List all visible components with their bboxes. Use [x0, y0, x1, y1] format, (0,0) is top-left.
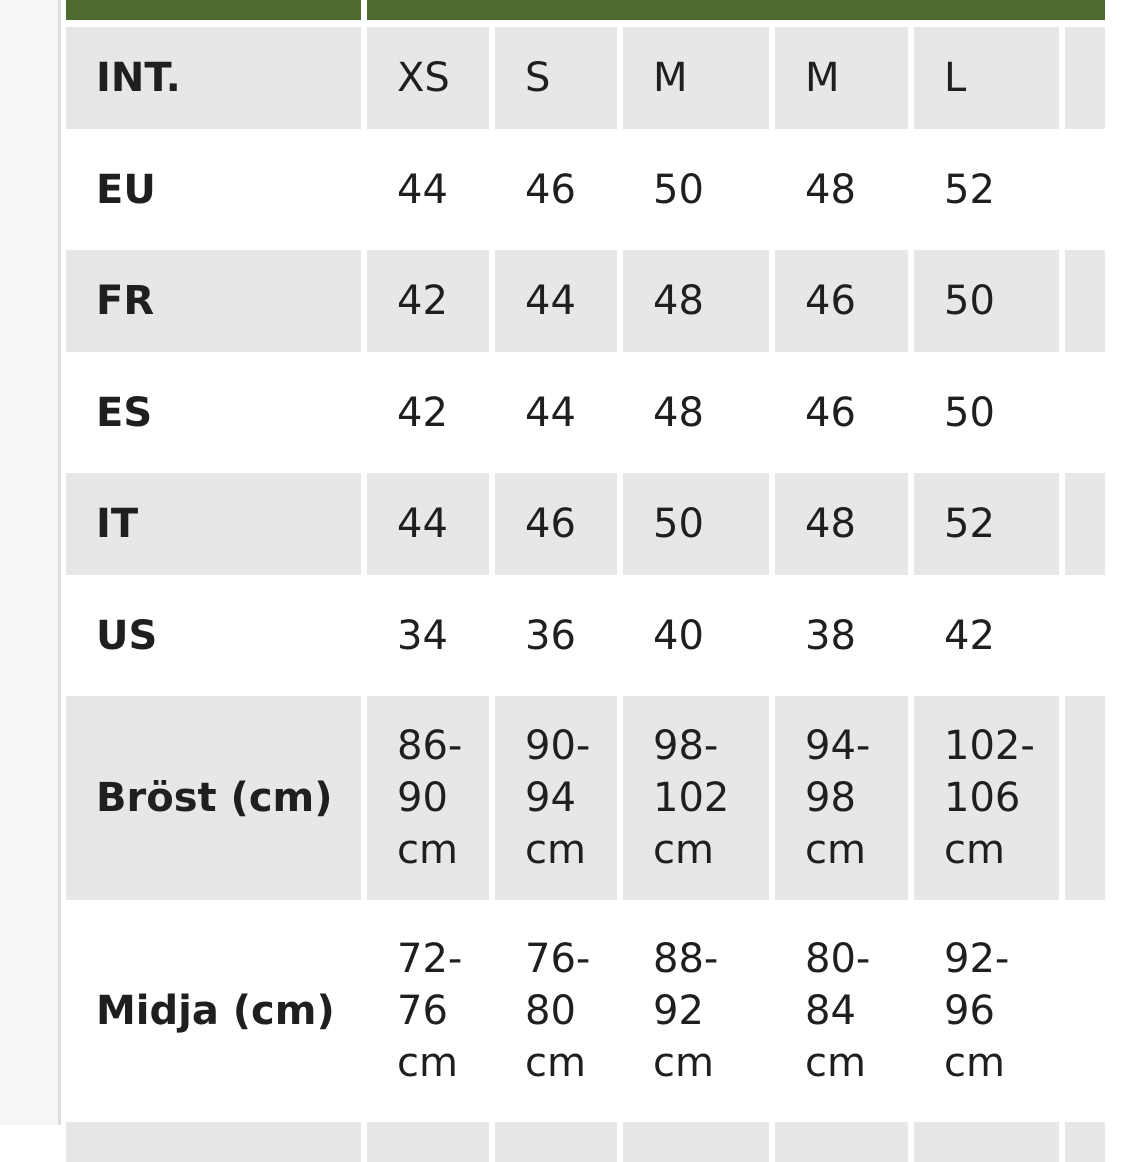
size-cell: 48 — [805, 166, 856, 213]
cut-off-row-cell — [66, 1122, 361, 1162]
size-cell: 86- 90 cm — [367, 696, 489, 900]
size-cell: 50 — [914, 250, 1059, 352]
size-cell: 40 — [653, 612, 704, 659]
size-cell: 44 — [495, 250, 617, 352]
size-cell: 46 — [775, 250, 908, 352]
cut-off-row-cell — [1065, 1122, 1105, 1162]
cut-off-column-cell — [1065, 696, 1105, 900]
row-label: Midja (cm) — [96, 988, 335, 1034]
size-cell: 48 — [775, 473, 908, 575]
row-label: IT — [66, 473, 361, 575]
row-label: US — [96, 612, 158, 659]
cut-off-row-cell — [367, 1122, 489, 1162]
size-cell: 34 — [397, 612, 448, 659]
size-cell: 80- 84 cm — [805, 936, 871, 1086]
size-cell: 38 — [805, 612, 856, 659]
size-cell: 52 — [944, 166, 995, 213]
page-gutter — [0, 0, 58, 1125]
size-cell: 50 — [944, 389, 995, 436]
row-label: ES — [96, 389, 153, 436]
row-label: Bröst (cm) — [66, 696, 361, 900]
size-cell: 46 — [525, 166, 576, 213]
row-label: INT. — [66, 27, 361, 129]
size-cell: 36 — [525, 612, 576, 659]
cut-off-row-cell — [914, 1122, 1059, 1162]
page-gutter-divider — [58, 0, 61, 1125]
size-cell: 48 — [653, 389, 704, 436]
row-label: FR — [66, 250, 361, 352]
size-chart-table — [66, 0, 1105, 1162]
row-label: EU — [96, 166, 156, 213]
size-cell: 76- 80 cm — [525, 936, 591, 1086]
size-cell: 90- 94 cm — [495, 696, 617, 900]
cut-off-column-cell — [1065, 359, 1105, 466]
cut-off-row-cell — [623, 1122, 769, 1162]
size-cell: 44 — [397, 166, 448, 213]
size-cell: M — [623, 27, 769, 129]
size-cell: 44 — [367, 473, 489, 575]
cut-off-column-cell — [1065, 907, 1105, 1115]
table-header-bar — [66, 0, 361, 20]
cut-off-column-cell — [1065, 582, 1105, 689]
size-cell: 48 — [623, 250, 769, 352]
table-header-bar — [367, 0, 1105, 20]
size-cell: 42 — [944, 612, 995, 659]
size-cell: 42 — [367, 250, 489, 352]
size-cell: 72- 76 cm — [397, 936, 463, 1086]
size-cell: 98- 102 cm — [623, 696, 769, 900]
cut-off-column-cell — [1065, 250, 1105, 352]
cut-off-row-cell — [495, 1122, 617, 1162]
size-cell: 102- 106 cm — [914, 696, 1059, 900]
size-cell: 46 — [805, 389, 856, 436]
size-cell: S — [495, 27, 617, 129]
size-cell: 42 — [397, 389, 448, 436]
size-cell: L — [914, 27, 1059, 129]
size-cell: 46 — [495, 473, 617, 575]
cut-off-column-cell — [1065, 136, 1105, 243]
cut-off-row-cell — [775, 1122, 908, 1162]
size-cell: 44 — [525, 389, 576, 436]
size-cell: M — [775, 27, 908, 129]
size-cell: 88- 92 cm — [653, 936, 719, 1086]
size-cell: 52 — [914, 473, 1059, 575]
size-cell: XS — [367, 27, 489, 129]
size-cell: 94- 98 cm — [775, 696, 908, 900]
cut-off-column-cell — [1065, 473, 1105, 575]
cut-off-column-cell — [1065, 27, 1105, 129]
size-cell: 50 — [653, 166, 704, 213]
size-cell: 92- 96 cm — [944, 936, 1010, 1086]
size-cell: 50 — [623, 473, 769, 575]
